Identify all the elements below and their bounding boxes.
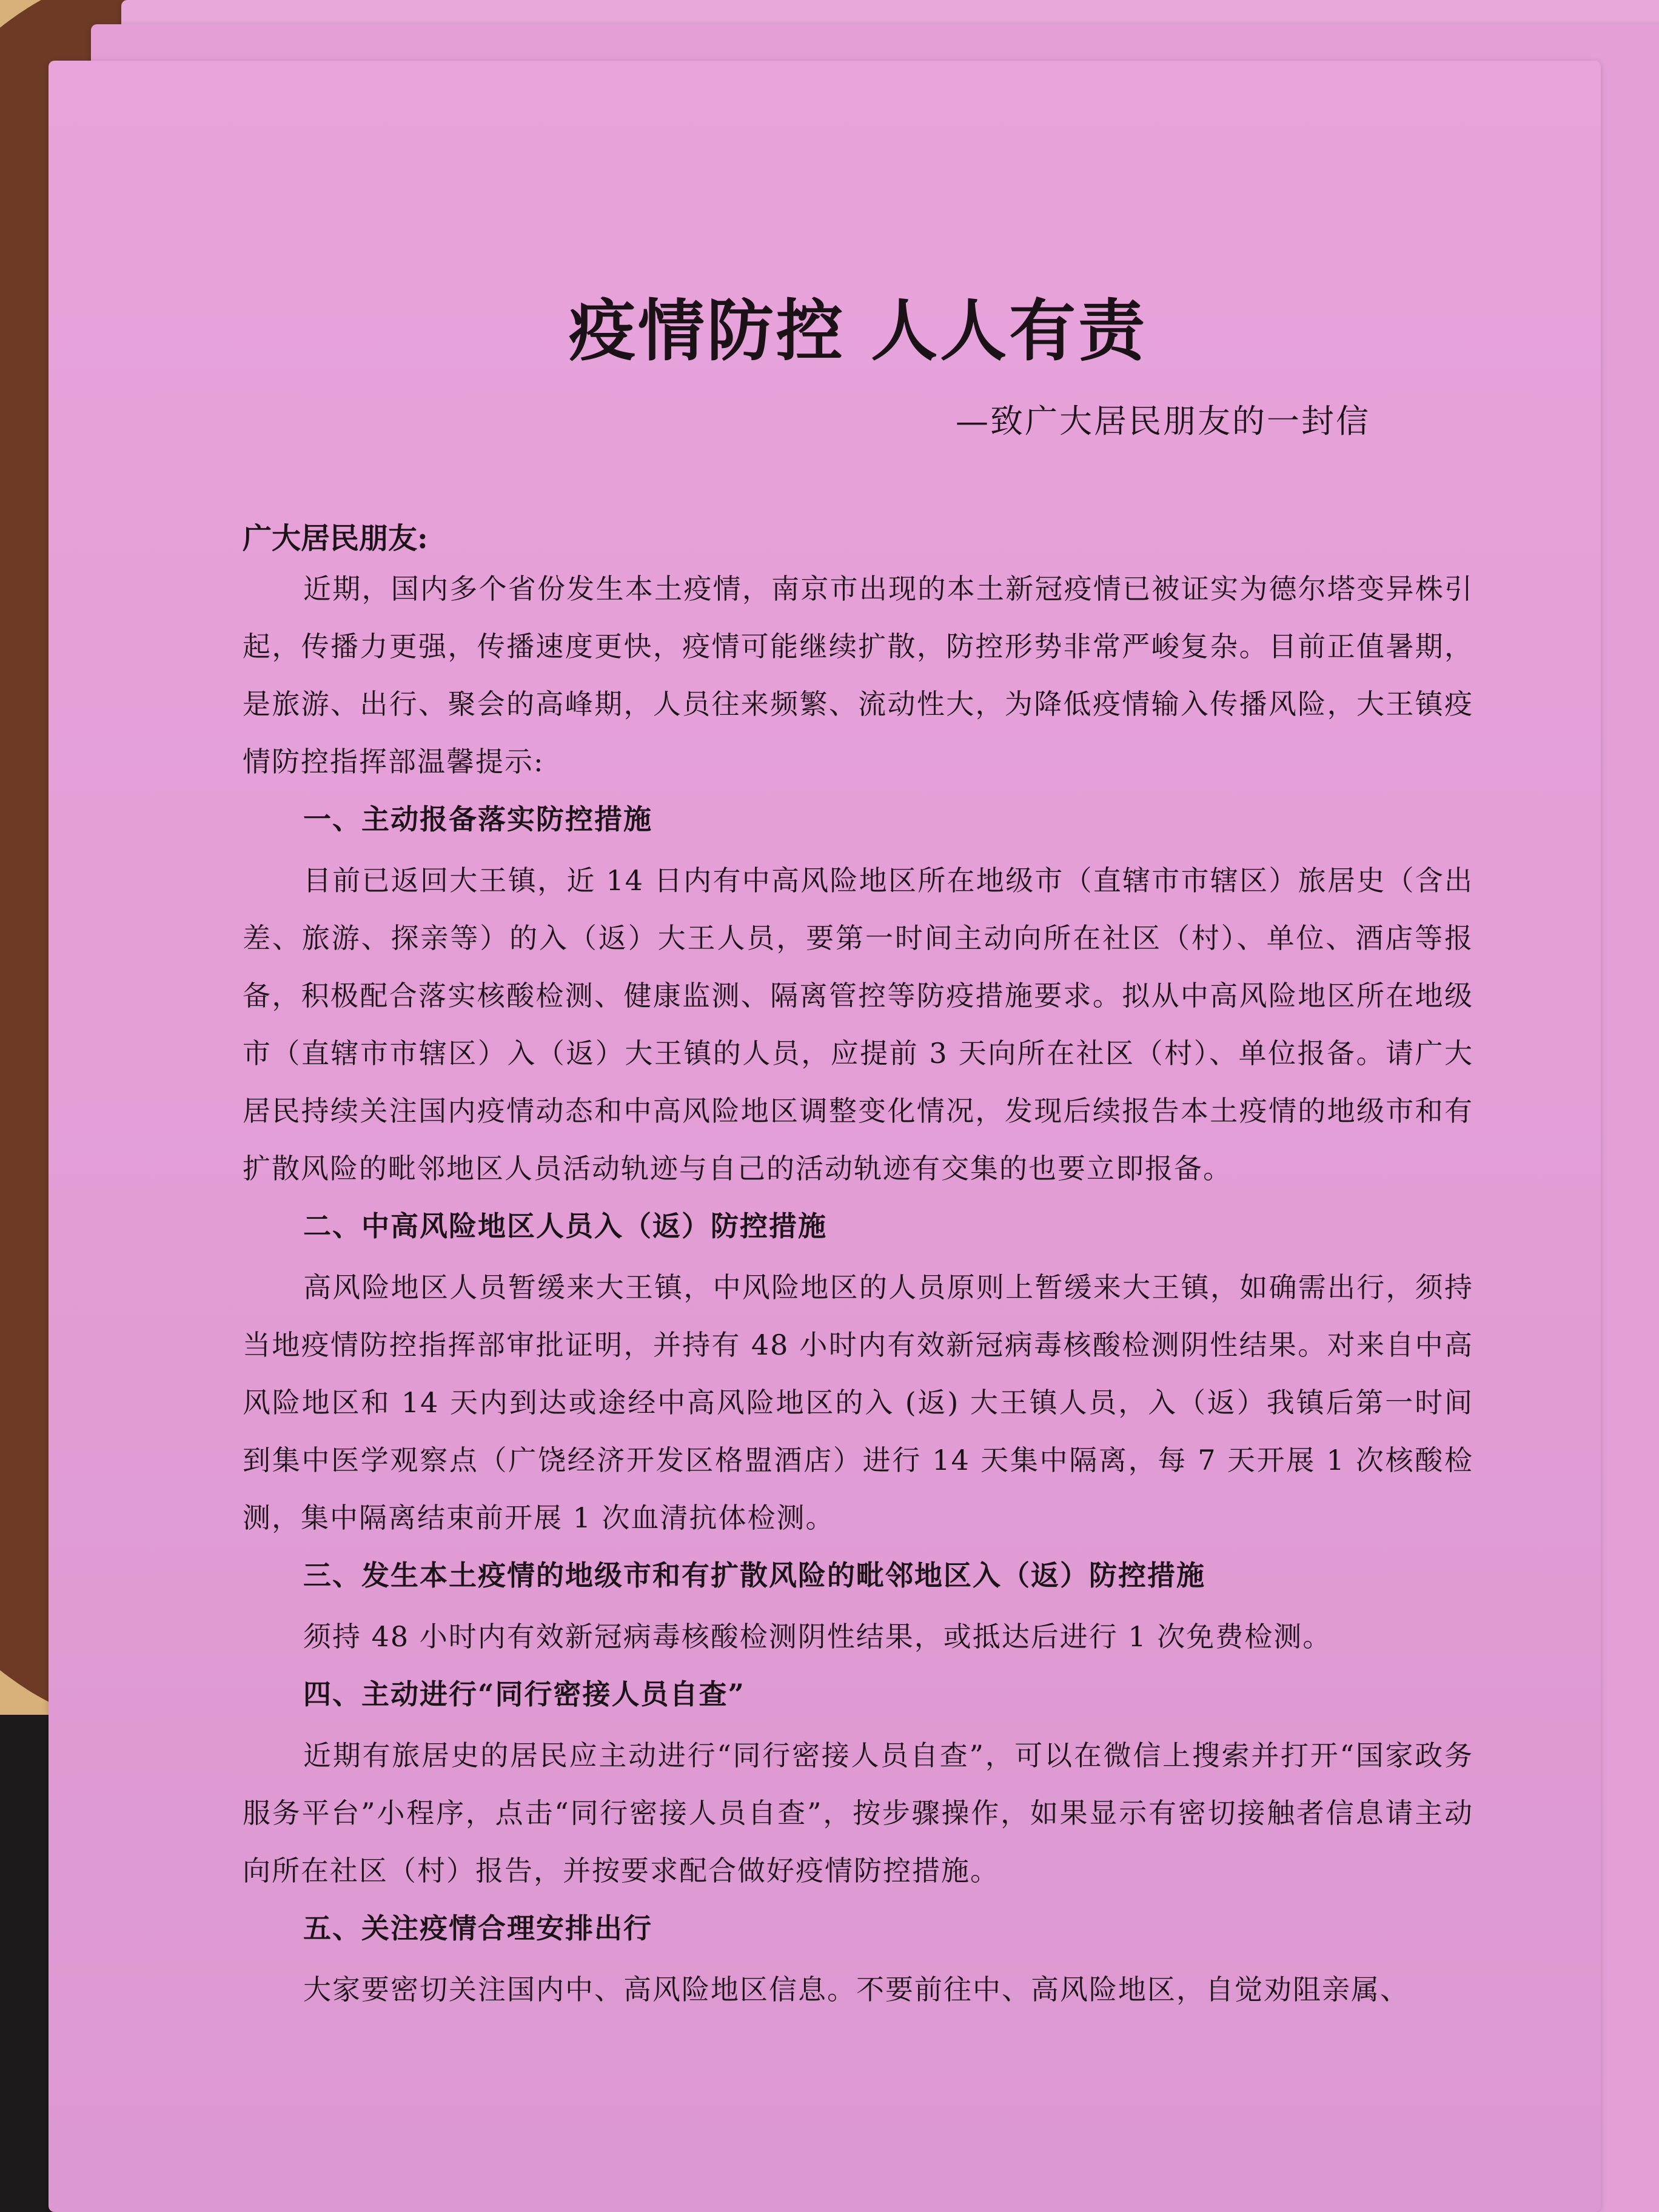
letter-sheet (49, 61, 1601, 2212)
section-body-4: 近期有旅居史的居民应主动进行“同行密接人员自查”，可以在微信上搜索并打开“国家政务服务平台”小程序，点击“同行密接人员自查”，按步骤操作，如果显示有密切接触者信息请主动向所在社区（村）报告，并按要求配合做好疫情防控措施。 (243, 1739, 1473, 1887)
letter-title: 疫情防控 人人有责 (568, 292, 1148, 370)
section-heading-2: 二、中高风险地区人员入（返）防控措施 (303, 1210, 827, 1242)
section-heading-5: 五、关注疫情合理安排出行 (303, 1912, 652, 1945)
section-body-2: 高风险地区人员暂缓来大王镇，中风险地区的人员原则上暂缓来大王镇，如确需出行，须持当地疫情防控指挥部审批证明，并持有 48 小时内有效新冠病毒核酸检测阴性结果。对来自中高风险地区和 14 天内到达或途经中高风险地区的入 (返) 大王镇人员，入（返）我镇后第一时间到集中医学观察点（广饶经济开发区格盟酒店）进行 14 天集中隔离，每 7 天开展 1 次核酸检测，集中隔离结束前开展 1 次血清抗体检测。 (243, 1271, 1473, 1534)
section-heading-3: 三、发生本土疫情的地级市和有扩散风险的毗邻地区入（返）防控措施 (303, 1559, 1205, 1592)
salutation: 广大居民朋友: (243, 521, 428, 555)
section-body-1: 目前已返回大王镇，近 14 日内有中高风险地区所在地级市（直辖市市辖区）旅居史（含出差、旅游、探亲等）的入（返）大王人员，要第一时间主动向所在社区（村）、单位、酒店等报备，积极配合落实核酸检测、健康监测、隔离管控等防疫措施要求。拟从中高风险地区所在地级市（直辖市市辖区）入（返）大王镇的人员，应提前 3 天向所在社区（村）、单位报备。请广大居民持续关注国内疫情动态和中高风险地区调整变化情况，发现后续报告本土疫情的地级市和有扩散风险的毗邻地区人员活动轨迹与自己的活动轨迹有交集的也要立即报备。 (243, 864, 1473, 1185)
letter-subtitle: —致广大居民朋友的一封信 (956, 402, 1370, 440)
section-body-3: 须持 48 小时内有效新冠病毒核酸检测阴性结果，或抵达后进行 1 次免费检测。 (303, 1620, 1332, 1653)
section-heading-4: 四、主动进行“同行密接人员自查” (303, 1678, 745, 1711)
letter-content (243, 291, 1473, 2019)
section-heading-1: 一、主动报备落实防控措施 (303, 803, 652, 836)
intro-paragraph: 近期，国内多个省份发生本土疫情，南京市出现的本土新冠疫情已被证实为德尔塔变异株引起，传播力更强，传播速度更快，疫情可能继续扩散，防控形势非常严峻复杂。目前正值暑期，是旅游、出行、聚会的高峰期，人员往来频繁、流动性大，为降低疫情输入传播风险，大王镇疫情防控指挥部温馨提示: (243, 572, 1473, 778)
section-body-5: 大家要密切关注国内中、高风险地区信息。不要前往中、高风险地区，自觉劝阻亲属、 (303, 1973, 1409, 2006)
